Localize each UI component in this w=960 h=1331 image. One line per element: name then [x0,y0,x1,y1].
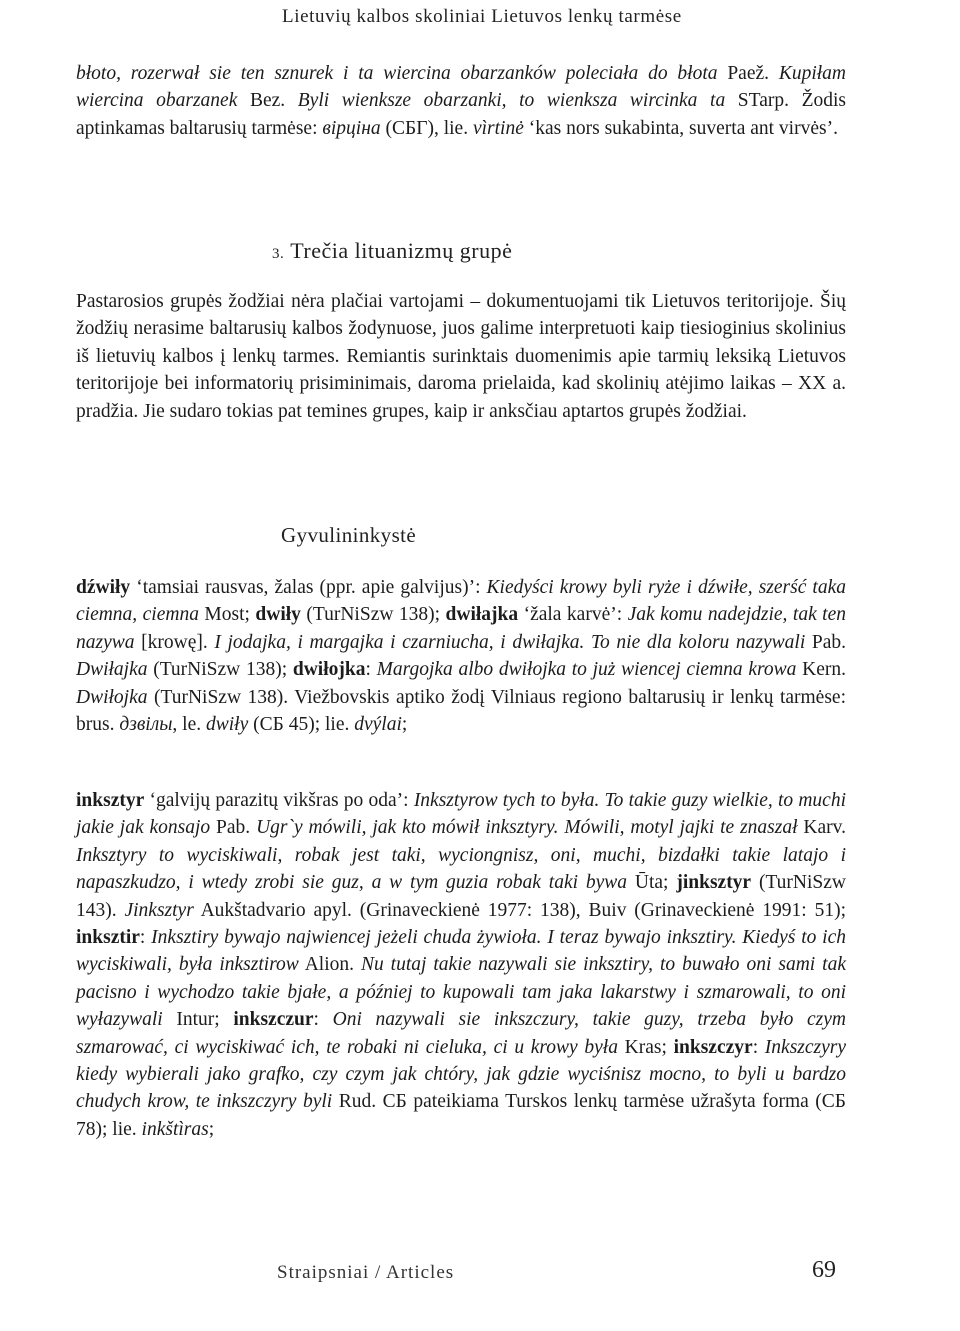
quote-text: Ugr`y mówili, jak kto mówił inksztyry. Mówili, motyl jajki te znaszał [256,817,798,839]
quote-text: błoto, rozerwał sie ten sznurek i ta wiercina obarzanków poleciała do błota [76,63,718,84]
body-text: (TurNiSzw 138). Viežbovskis aptiko žodį Vilniaus regiono baltarusių ir lenkų tarmėse: brus. [76,686,846,736]
lithuanian-form: inkštìras [141,1118,209,1140]
quote-text: Nu tutaj takie nazywali sie inksztiry, to buwało oni sami tak pacisno i wychodzo takie bjałe, a później to kupowali tam jaka lakarstwy i szmarowali, to oni wyłazywali [76,954,846,1031]
source-ref: (TurNiSzw 138); [147,659,293,681]
definition: ‘galvijų parazitų vikšras po oda’: [144,790,414,811]
quote-text: Dwiłajka [76,659,148,681]
body-text: ‘kas nors sukabinta, suverta ant virvės’. [523,117,838,139]
quote-text: Kupiłam wiercina obarzanek [76,63,847,112]
cyrillic-form: дзвілы [119,714,173,736]
body-text: : [139,927,152,949]
source-abbr: Karv. [797,817,846,839]
page-number: 69 [812,1257,836,1283]
quote-text: Oni nazywali sie inkszczury, takie guzy, trzeba było czym szmarować, ci wyciskiwać ich, te robaki ni cieluka, ci u krowy była [76,1009,846,1058]
quote-text: Jinksztyr [124,899,194,921]
footer-section-label: Straipsniai / Articles [277,1262,455,1283]
body-text: Rud. СБ pateikiama Turskos lenkų tarmėse užrašyta forma (СБ 78); lie. [76,1091,847,1140]
entry-inksztyr [76,787,846,1143]
headword: inksztir [76,927,140,949]
quote-text: Inksztiry bywajo najwiencej jeżeli chuda żywioła. I teraz bywajo inksztiry. Kiedyś to ich wyciskiwali, była inksztirow [76,927,846,976]
definition: ‘tamsiai rausvas, žalas (ppr. apie galvijus)’: [130,577,487,598]
headword: jinksztyr [676,872,752,894]
source-abbr: Pab. [210,817,257,839]
source-abbr: Paež. [717,63,779,84]
quote-text: dwiły [206,714,249,736]
source-abbr: Bez. [237,90,298,112]
quote-text: Inksztyry to wyciskiwali, robak jest taki, wyciongnisz, oni, muchi, bizdałki takie latajo i napaszkudzo, i wtedy zrobi sie guz, a w tym guzia robak taki bywa [76,844,846,894]
headword: dźwiły [76,577,131,598]
body-text: , le. [172,714,206,736]
quote-text: Kiedyści krowy byli ryże i dźwiłe, szerść taka ciemna, ciemna [76,577,846,626]
body-text: Aukštadvario apyl. (Grinaveckienė 1977: 138), Buiv (Grinaveckienė 1991: 51); [193,899,846,921]
headword: dwiły [255,604,301,626]
body-text: [krowę]. [134,631,215,653]
headword: inksztyr [76,790,145,811]
headword: dwiłajka [445,604,519,626]
source-ref: (СБ 45); lie. [248,714,355,736]
lithuanian-form: vìrtinė [472,117,524,139]
body-text: ; [208,1118,215,1140]
quote-text: Dwiłojka [76,686,148,708]
headword: inkszczur [233,1009,314,1031]
lithuanian-form: dvýlai [354,714,402,736]
body-text: Pastarosios grupės žodžiai nėra plačiai vartojami – dokumentuojami tik Lietuvos teritorijoje. Šių žodžių nerasime baltarusių kalbos žodynuose, juos galime interpretuoti kaip tiesioginius skolinius iš lietuvių kalbos į lenkų tarmes. Remiantis surinktais duomenimis apie tarmių leksiką Lietuvos teritorijoje bei informatorių prisiminimais, daroma prielaida, kad skolinių atėjimo laikas – XX a. pradžia. Jie sudaro tokias pat temines grupes, kaip ir anksčiau aptartos grupės žodžiai. [76,291,846,422]
section-title: Trečia lituanizmų grupė [290,238,513,263]
quote-text: Margojka albo dwiłojka to już wiencej ciemna krowa [376,659,797,681]
body-text: ; [401,714,408,736]
body-text: (СБГ), lie. [380,117,473,139]
section-heading [272,238,512,264]
source-ref: (TurNiSzw 143). [76,872,846,921]
subheading: Gyvulininkystė [281,523,417,547]
quote-text: Inksztyrow tych to była. To takie guzy wielkie, to muchi jakie jak konsajo [76,790,846,839]
source-ref: (TurNiSzw 138); [300,604,446,626]
source-abbr: Kras; [617,1036,674,1058]
section-number: 3. [272,246,285,262]
quote-text: I jodajka, i margajka i czarniucha, i dwiłajka. To nie dla koloru nazywali [214,631,806,653]
running-head: Lietuvių kalbos skoliniai Lietuvos lenkų tarmėse [282,6,682,27]
body-text: : [365,659,377,681]
cyrillic-form: вірціна [322,117,381,139]
headword: dwiłojka [292,659,366,681]
paragraph-wiercina [76,60,846,142]
quote-text: Jak komu nadejdzie, tak ten nazywa [76,604,847,653]
quote-text: Inkszczyry kiedy wybierali jako grafko, czy czym jak chtóry, jak gdzie wyciśnisz mocno, to byli u bardzo chudych krow, te inkszczyry byli [76,1036,847,1113]
source-abbr: Most; [198,604,256,626]
body-text: : [313,1009,333,1031]
entry-dzwily [76,574,846,738]
definition: ‘žala karvė’: [518,604,628,626]
source-abbr: Ūta; [627,872,677,894]
body-text: : [752,1036,765,1058]
quote-text: Byli wienksze obarzanki, to wienksza wircinka ta [297,90,726,112]
source-abbr: Pab. [805,631,847,653]
source-abbr: Alion. [298,954,361,976]
source-abbr: Kern. [796,659,846,681]
paragraph-intro [76,288,846,425]
source-abbr: Intur; [162,1009,234,1031]
headword: inkszczyr [673,1036,753,1058]
body-text: STarp. Žodis aptinkamas baltarusių tarmėse: [76,90,846,139]
